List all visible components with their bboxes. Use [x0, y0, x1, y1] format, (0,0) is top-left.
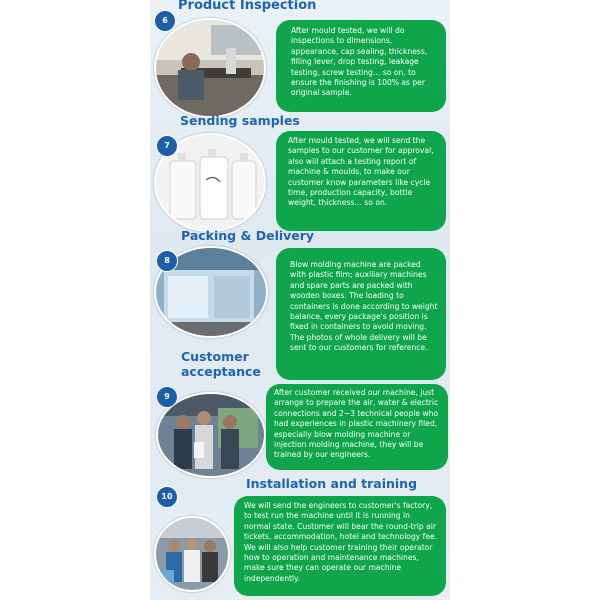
step-description-text: After mould tested, we will send the samples to our customer for approval, also will attach a testing report of machine & moulds, to make our customer know parameters like cycle time, production capacity, bottle weight, thickness… so on.: [288, 136, 434, 208]
step-number-badge: 7: [156, 135, 178, 157]
step-description: [276, 131, 446, 231]
step-number-badge: 6: [154, 10, 176, 32]
step-title: Installation and training: [246, 476, 418, 491]
step-description: [266, 384, 448, 470]
step-title: Sending samples: [180, 113, 300, 128]
step-description-text: Blow molding machine are packed with plastic film; auxiliary machines and spare parts are packed with wooden boxes. The loading to containers is done according to weight balance, every package's position is fixed in containers to avoid moving. The photos of whole delivery will be sent to our customers for reference.: [290, 260, 438, 353]
step-title: Product Inspection: [178, 0, 317, 13]
step-description: [276, 20, 446, 112]
step-description: [234, 496, 446, 596]
step-customer-acceptance: [150, 348, 450, 478]
step-number-badge: 8: [156, 250, 178, 272]
step-title-line-1: Customer: [181, 349, 249, 364]
process-panel: [150, 0, 450, 600]
step-installation-training: [150, 476, 450, 600]
step-description-text: After customer received our machine, just arrange to prepare the air, water & electric connections and 2~3 technical people who had experiences in plastic machinery filed, especially blow molding machine or injection molding machine, they will be trained by our engineers.: [274, 388, 439, 460]
step-number-badge: 10: [156, 486, 178, 508]
inspection-photo: [154, 18, 266, 118]
step-description-text: We will send the engineers to customer's factory, to test run the machine until it is running in normal state. Customer will bear the round-trip air tickets, accommodation, hotel and technology fee. We will also help customer training their operator how to operation and maintenance machines, make sure they can operate our machine independently.: [244, 501, 438, 583]
step-product-inspection: [150, 0, 450, 115]
step-title: Packing & Delivery: [181, 228, 315, 243]
step-description-text: After mould tested, we will do inspections to dimensions, appearance, cap sealing, thickness, filling lever, drop testing, leakage testing, screw testing… so on, to ensure the finishing is 100% as per original sample.: [291, 26, 428, 98]
training-group-photo: [154, 516, 230, 592]
step-sending-samples: [150, 113, 450, 230]
step-number-badge: 9: [156, 386, 178, 408]
step-title-line-2: acceptance: [181, 364, 261, 379]
